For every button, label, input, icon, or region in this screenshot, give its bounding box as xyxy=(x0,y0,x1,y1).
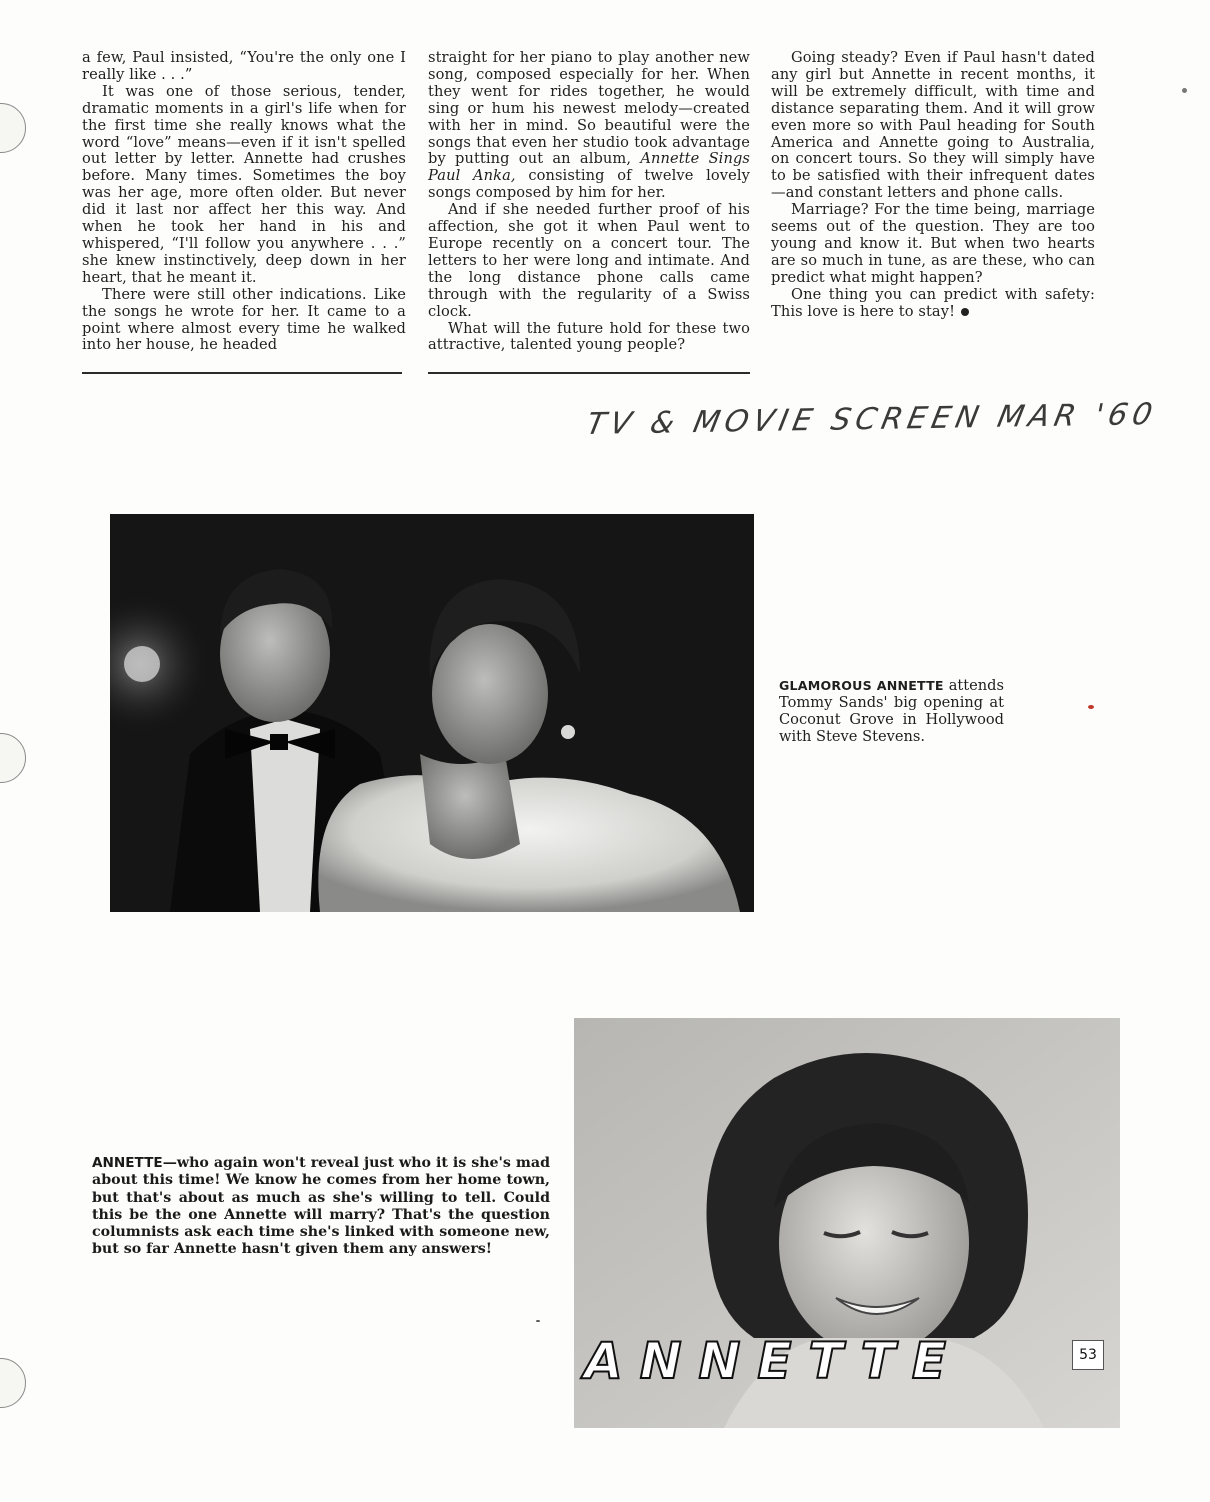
column-rule xyxy=(428,372,750,374)
caption-lead: GLAMOROUS ANNETTE xyxy=(779,678,944,693)
handwritten-source-note: TV & MOVIE SCREEN MAR '60 xyxy=(583,397,1161,442)
binder-hole-middle xyxy=(0,733,26,783)
photo-portrait xyxy=(574,1018,1120,1428)
article-column-2 xyxy=(428,50,750,354)
article-paragraph: And if she needed further proof of his affection, she got it when Paul went to Europe recently on a concert tour. The letters to her were long and intimate. And the long distance phone calls came through with the regularity of a Swiss clock. xyxy=(428,201,750,320)
article-text: consisting of twelve lovely songs composed by him for her. xyxy=(428,167,750,202)
article-paragraph: Marriage? For the time being, marriage seems out of the question. They are too young and know it. But when two hearts are so much in tune, as are these, who can predict what might happen? xyxy=(771,201,1095,286)
article-text: One thing you can predict with safety: This love is here to stay! xyxy=(771,285,1095,320)
name-banner: ANNETTE xyxy=(584,1332,964,1390)
article-paragraph: It was one of those serious, tender, dramatic moments in a girl's life when for the first time she really knows what the word “love” means—even if it isn't spelled out letter by letter. Annette had crushes before. Many times. Sometimes the boy was her age, more often older. But never did it last nor affect her this way. And when he took her hand in his and whispered, “I'll follow you anywhere . . .” she knew instinctively, deep down in her heart, that he meant it. xyxy=(82,82,406,286)
scan-speck xyxy=(1182,88,1187,93)
caption-text: —who again won't reveal just who it is she's mad about this time! We know he comes from her home town, but that's about as much as she's willing to tell. Could this be the one Annette will marry? That's the question columnists ask each time she's linked with someone new, but so far Annette hasn't given them any answers! xyxy=(92,1155,550,1258)
caption-lead: ANNETTE xyxy=(92,1155,163,1171)
scan-speck xyxy=(536,1320,540,1322)
photo-couple-image xyxy=(110,514,754,912)
article-paragraph: Going steady? Even if Paul hasn't dated any girl but Annette in recent months, it will be extremely difficult, with time and distance separating them. And it will grow even more so with Paul heading for South America and Annette going to Australia, on concert tours. So they will simply have to be satisfied with their infrequent dates—and constant letters and phone calls. xyxy=(771,49,1095,202)
article-paragraph: What will the future hold for these two attractive, talented young people? xyxy=(428,319,750,354)
article-text: straight for her piano to play another new song, composed especially for her. When they went for rides together, he would sing or hum his newest melody—created with her in mind. So beautiful were the songs that even her studio took advantage by putting out an album, xyxy=(428,49,750,168)
album-title: Annette Sings Paul Anka, xyxy=(428,150,750,185)
article-paragraph xyxy=(771,287,1095,321)
binder-hole-top xyxy=(0,103,26,153)
article-column-3 xyxy=(771,50,1095,321)
article-paragraph: a few, Paul insisted, “You're the only one I really like . . .” xyxy=(82,49,406,83)
column-rule xyxy=(82,372,402,374)
photo-portrait-caption xyxy=(92,1155,550,1259)
photo-couple xyxy=(110,514,754,912)
binder-hole-bottom xyxy=(0,1358,26,1408)
photo-couple-caption xyxy=(779,678,1004,746)
page-number: 53 xyxy=(1072,1340,1104,1370)
end-mark-icon xyxy=(961,308,969,316)
article-paragraph xyxy=(428,50,750,202)
article-paragraph: There were still other indications. Like the songs he wrote for her. It came to a point where almost every time he walked into her house, he headed xyxy=(82,285,406,354)
article-column-1 xyxy=(82,50,406,354)
caption-text: attends Tommy Sands' big opening at Coconut Grove in Hollywood with Steve Stevens. xyxy=(779,677,1004,745)
scan-speck xyxy=(1088,705,1094,709)
